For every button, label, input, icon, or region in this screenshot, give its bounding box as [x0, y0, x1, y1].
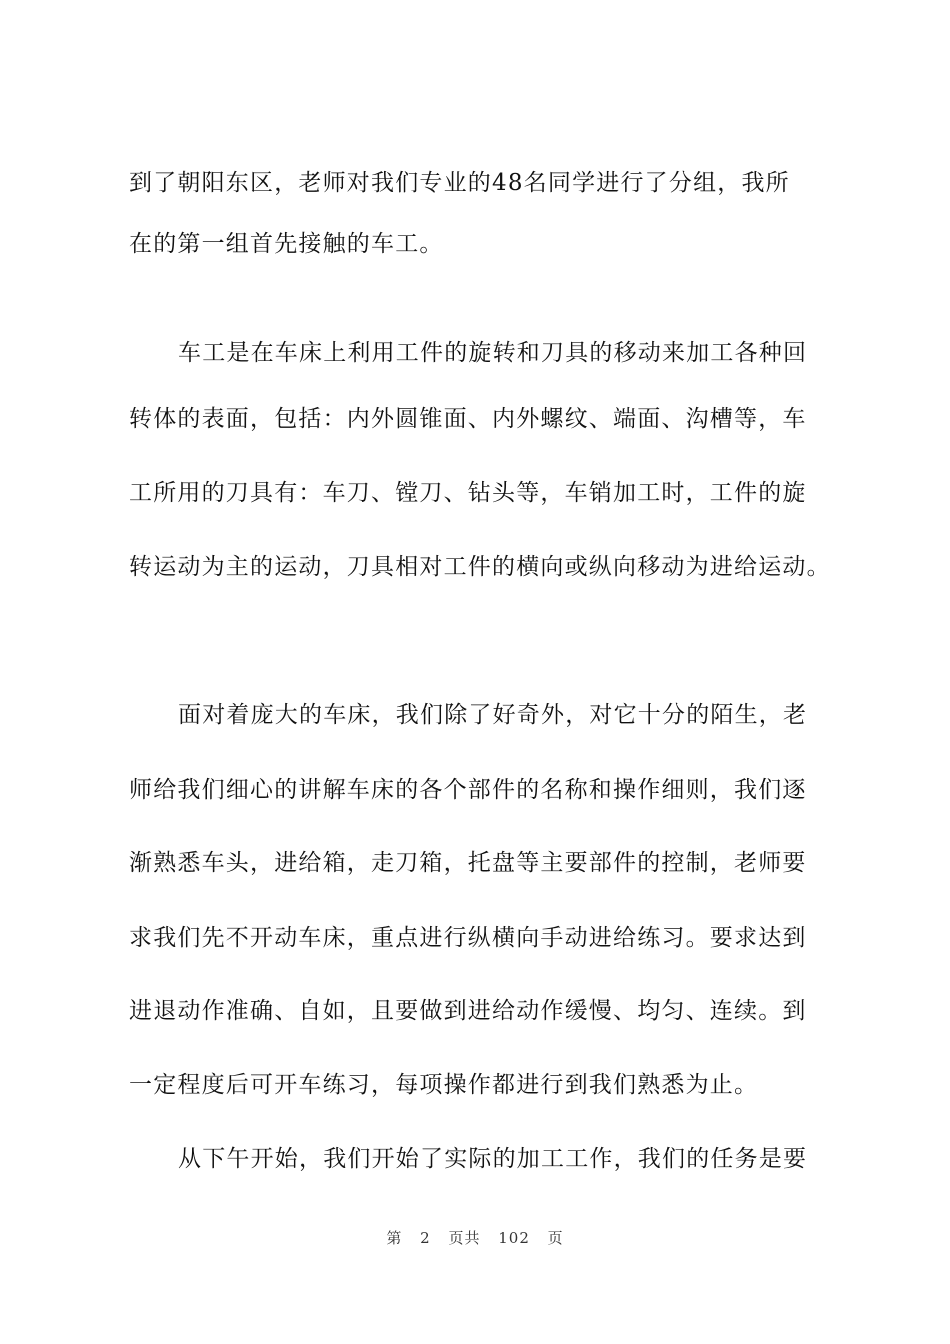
footer-prefix: 第 — [386, 1229, 403, 1247]
paragraph-3-line-4: 求我们先不开动车床，重点进行纵横向手动进给练习。要求达到 — [129, 925, 807, 951]
paragraph-1-line-2: 在的第一组首先接触的车工。 — [129, 231, 444, 257]
paragraph-3-line-3: 渐熟悉车头，进给箱，走刀箱，托盘等主要部件的控制，老师要 — [129, 850, 807, 876]
paragraph-4-line-1: 从下午开始，我们开始了实际的加工工作，我们的任务是要 — [178, 1146, 808, 1172]
paragraph-3-line-2: 师给我们细心的讲解车床的各个部件的名称和操作细则，我们逐 — [129, 777, 807, 803]
footer-mid: 页共 — [448, 1229, 481, 1247]
paragraph-2-line-2: 转体的表面，包括：内外圆锥面、内外螺纹、端面、沟槽等，车 — [129, 406, 807, 432]
paragraph-2-line-4: 转运动为主的运动，刀具相对工件的横向或纵向移动为进给运动。 — [129, 554, 831, 580]
page-footer — [0, 1227, 950, 1248]
paragraph-3-line-5: 进退动作准确、自如，且要做到进给动作缓慢、均匀、连续。到 — [129, 998, 807, 1024]
footer-total-pages: 102 — [498, 1229, 530, 1247]
paragraph-3-line-1: 面对着庞大的车床，我们除了好奇外，对它十分的陌生，老 — [178, 702, 808, 728]
paragraph-2-line-3: 工所用的刀具有：车刀、镗刀、钻头等，车销加工时，工件的旋 — [129, 480, 807, 506]
paragraph-2-line-1: 车工是在车床上利用工件的旋转和刀具的移动来加工各种回 — [178, 340, 808, 366]
footer-suffix: 页 — [547, 1229, 564, 1247]
footer-page-number: 2 — [420, 1229, 431, 1247]
paragraph-3-line-6: 一定程度后可开车练习，每项操作都进行到我们熟悉为止。 — [129, 1072, 759, 1098]
paragraph-1-line-1: 到了朝阳东区，老师对我们专业的48名同学进行了分组，我所 — [129, 170, 790, 196]
